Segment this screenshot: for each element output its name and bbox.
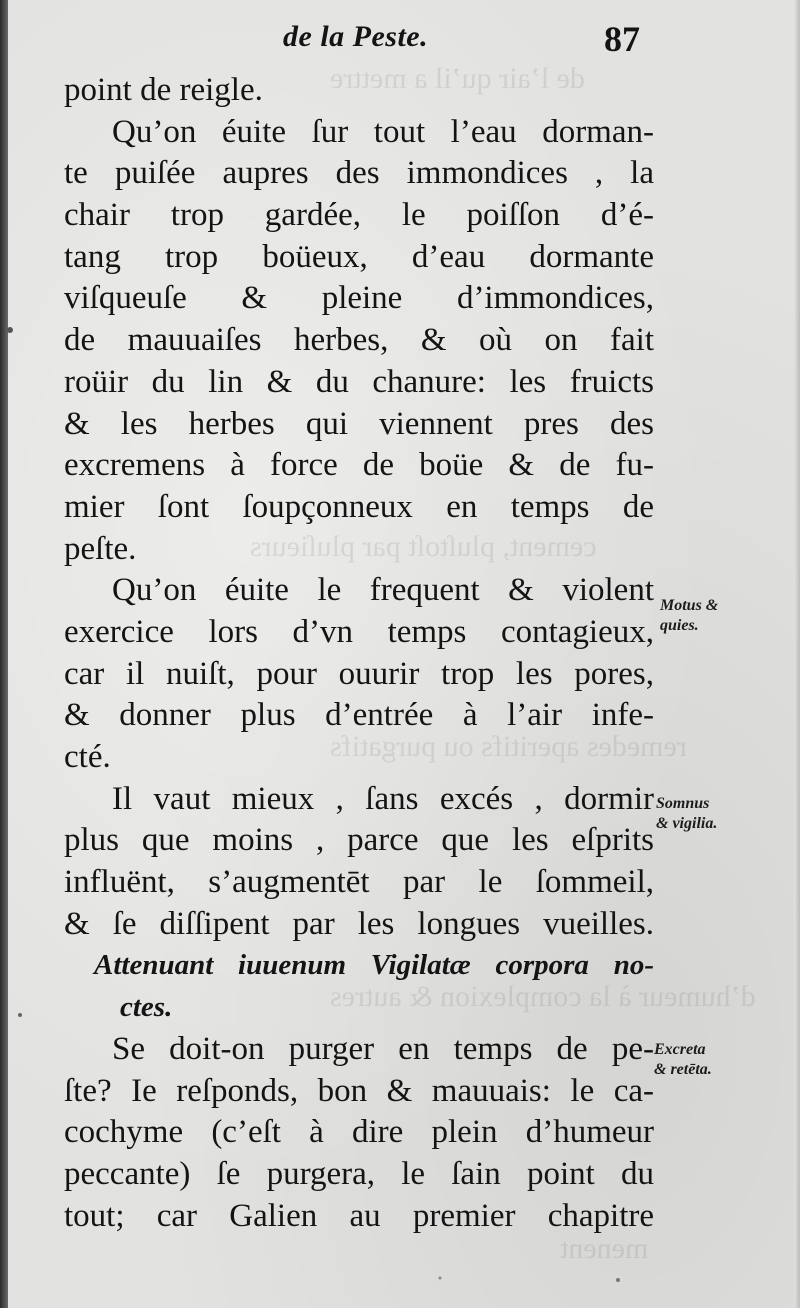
page-number: 87	[604, 19, 640, 59]
latin-quote-line: ctes.	[120, 991, 173, 1024]
text-line: cté.	[64, 739, 111, 775]
text-line: exercice lors d’vn temps contagieux,	[64, 613, 654, 650]
text-line: de mauuaiſes herbes, & où on fait	[64, 322, 654, 359]
margin-note-line: Motus &	[660, 597, 719, 614]
latin-quote-line: Attenuant iuuenum Vigilatæ corpora no-	[94, 949, 654, 982]
text-line: viſqueuſe & pleine d’immondices,	[64, 280, 654, 317]
text-line: excremens à force de boüe & de fu-	[64, 447, 654, 484]
text-line: peccante) ſe purgera, le ſain point du	[64, 1155, 654, 1192]
text-line: tout; car Galien au premier chapitre	[64, 1197, 654, 1234]
text-line: & ſe diſſipent par les longues vueilles.	[64, 905, 654, 942]
text-line: influënt, s’augmentēt par le ſommeil,	[64, 864, 654, 901]
text-line: point de reigle.	[64, 72, 263, 108]
text-line: Qu’on éuite ſur tout l’eau dorman-	[112, 113, 654, 150]
margin-note-line: Excreta	[654, 1041, 706, 1058]
margin-note-line: & retēta.	[654, 1061, 712, 1078]
text-line: Il vaut mieux , ſans excés , dormir	[112, 780, 654, 817]
text-line: roüir du lin & du chanure: les fruicts	[64, 363, 654, 400]
margin-note-line: & vigilia.	[656, 815, 718, 832]
text-line: & les herbes qui viennent pres des	[64, 405, 654, 442]
margin-note-line: quies.	[660, 617, 699, 634]
text-line: chair trop gardée, le poiſſon d’é-	[64, 197, 654, 234]
margin-note-line: Somnus	[656, 795, 710, 812]
text-line: peſte.	[64, 530, 137, 567]
text-line: te puiſée aupres des immondices , la	[64, 155, 654, 192]
text-line: & donner plus d’entrée à l’air infe-	[64, 697, 654, 734]
text-line: car il nuiſt, pour ouurir trop les pores,	[64, 655, 654, 692]
text-line: Se doit-on purger en temps de pe-	[112, 1030, 654, 1067]
bleed-through-text: de l’air qu’il a mettre	[330, 62, 585, 95]
text-line: plus que moins , parce que les eſprits	[64, 822, 654, 859]
speck	[616, 1278, 620, 1282]
speck	[439, 1277, 442, 1280]
text-line: Qu’on éuite le frequent & violent	[112, 572, 654, 609]
speck	[7, 327, 13, 333]
speck	[18, 1013, 22, 1017]
bleed-through-text: cement, pluſtoſt par pluſieurs	[250, 530, 597, 563]
text-line: ſte? Ie reſponds, bon & mauuais: le ca-	[64, 1072, 654, 1109]
text-line: cochyme (c’eſt à dire plein d’humeur	[64, 1114, 654, 1151]
running-head: de la Peste.	[283, 20, 429, 53]
bleed-through-text: remedes aperitifs ou purgatifs	[330, 730, 687, 763]
bleed-through-text: d’humeur à la complexion & autres	[330, 980, 756, 1013]
text-line: tang trop boüeux, d’eau dormante	[64, 238, 654, 275]
bleed-through-text: menent	[560, 1232, 649, 1265]
text-line: mier ſont ſoupçonneux en temps de	[64, 488, 654, 525]
